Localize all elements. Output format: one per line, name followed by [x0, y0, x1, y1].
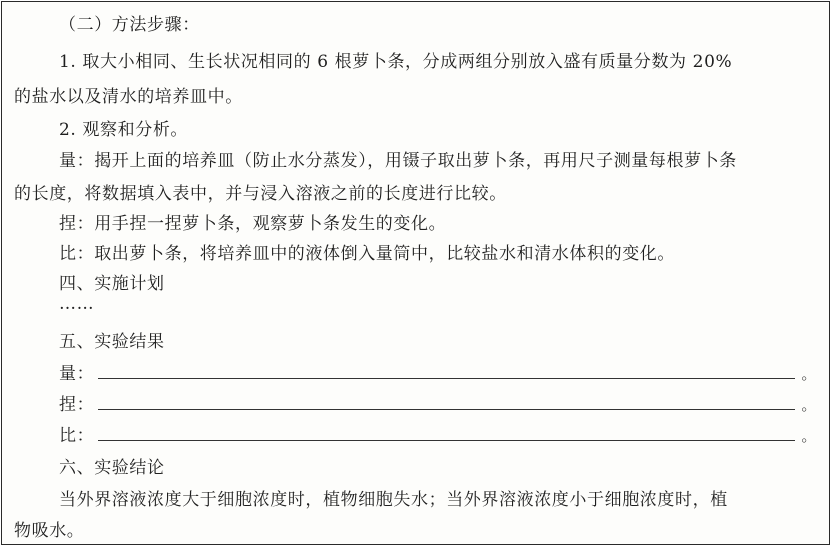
- step-1-text-continued: 的盐水以及清水的培养皿中。: [14, 87, 243, 107]
- result-measure-blank[interactable]: [98, 378, 795, 379]
- pinch-paragraph: 捏：用手捏一捏萝卜条，观察萝卜条发生的变化。: [59, 214, 447, 234]
- result-compare-blank[interactable]: [98, 440, 795, 441]
- step-1-text: 1. 取大小相同、生长状况相同的 6 根萝卜条，分成两组分别放入盛有质量分数为 20%: [59, 52, 733, 72]
- compare-paragraph: 比：取出萝卜条，将培养皿中的液体倒入量筒中，比较盐水和清水体积的变化。: [59, 244, 675, 264]
- result-pinch-line: [59, 390, 817, 415]
- result-compare-label: 比：: [59, 426, 95, 446]
- measure-paragraph: 量：揭开上面的培养皿（防止水分蒸发），用镊子取出萝卜条，再用尺子测量每根萝卜条: [59, 151, 737, 171]
- result-compare-line: [59, 421, 817, 446]
- result-pinch-label: 捏：: [59, 395, 95, 415]
- measure-paragraph-continued: 的长度，将数据填入表中，并与浸入溶液之前的长度进行比较。: [14, 184, 507, 204]
- result-pinch-blank[interactable]: [98, 409, 795, 410]
- result-measure-label: 量：: [59, 364, 95, 384]
- section-heading-results: 五、实验结果: [59, 332, 165, 352]
- conclusion-text: 当外界溶液浓度大于细胞浓度时，植物细胞失水；当外界溶液浓度小于细胞浓度时，植: [59, 490, 728, 510]
- result-compare-end-mark: 。: [801, 427, 817, 445]
- section-heading-conclusion: 六、实验结论: [59, 458, 165, 478]
- document-page: [1, 1, 830, 545]
- section-heading-methods: （二）方法步骤：: [59, 15, 200, 35]
- step-2-text: 2. 观察和分析。: [59, 120, 189, 140]
- section-heading-plan: 四、实施计划: [59, 274, 165, 294]
- result-pinch-end-mark: 。: [801, 396, 817, 414]
- result-measure-end-mark: 。: [801, 365, 817, 383]
- plan-ellipsis: ……: [59, 294, 95, 314]
- conclusion-text-continued: 物吸水。: [14, 521, 85, 541]
- result-measure-line: [59, 359, 817, 384]
